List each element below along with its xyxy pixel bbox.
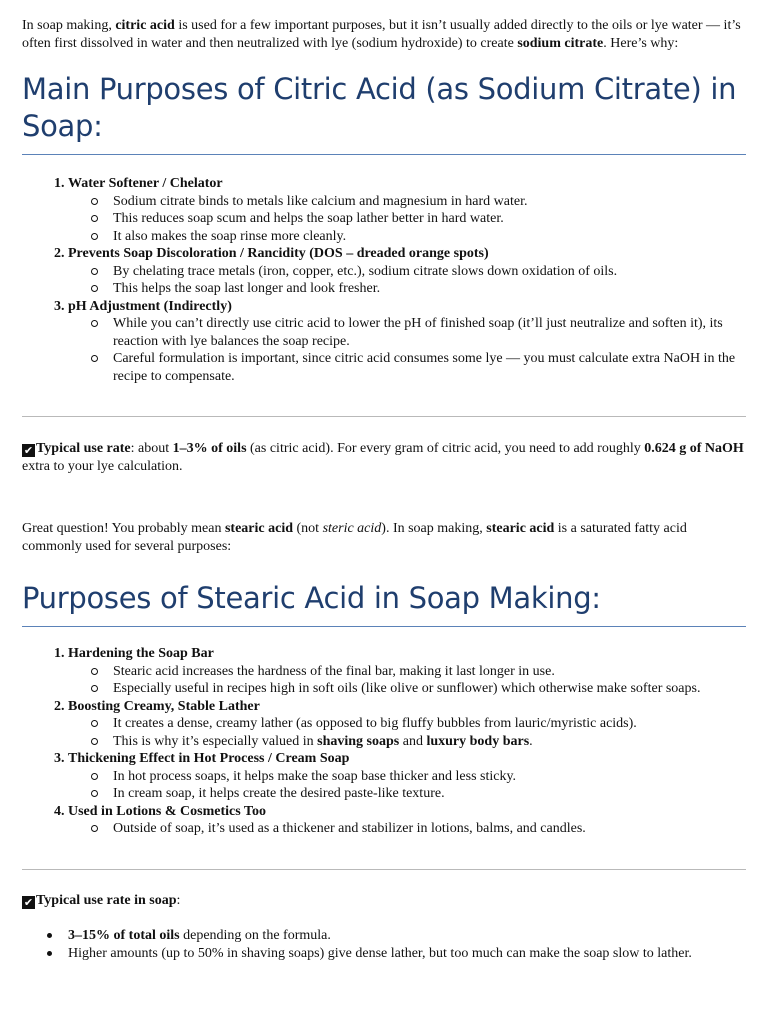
list-item: 3. pH Adjustment (Indirectly) While you can’t directly use citric acid to lower the pH of finished soap (it’ll just neutralize and soften it), its reaction with lye balances the soap recipe. Careful formulation is important, since citric acid consumes some lye — you must calculate extra NaOH in the recipe to compensate.: [68, 298, 746, 386]
sub-list-item: Stearic acid increases the hardness of the final bar, making it last longer in use.: [113, 663, 746, 681]
list-item: 1. Water Softener / Chelator Sodium citrate binds to metals like calcium and magnesium in hard water. This reduces soap scum and helps the soap lather better in hard water. It also makes the soap rinse more cleanly.: [68, 175, 746, 245]
sub-list-item: This is why it’s especially valued in shaving soaps and luxury body bars.: [113, 733, 746, 751]
sub-list-item: By chelating trace metals (iron, copper, etc.), sodium citrate slows down oxidation of oils.: [113, 263, 746, 281]
list-item: 3. Thickening Effect in Hot Process / Cream Soap In hot process soaps, it helps make the soap base thicker and less sticky. In cream soap, it helps create the desired paste-like texture.: [68, 750, 746, 803]
list-item: 2. Boosting Creamy, Stable Lather It creates a dense, creamy lather (as opposed to big fluffy bubbles from lauric/myristic acids). This is why it’s especially valued in shaving soaps and luxury body bars.: [68, 698, 746, 751]
stearic-use-rate-list: [22, 927, 746, 962]
sodium-citrate-term: sodium citrate: [517, 35, 604, 51]
check-mark-icon: [22, 444, 35, 457]
sub-list: [68, 820, 746, 838]
section-divider: [22, 416, 746, 417]
sub-list: [68, 663, 746, 698]
sub-list-item: In hot process soaps, it helps make the soap base thicker and less sticky.: [113, 768, 746, 786]
intro-stearic-paragraph: Great question! You probably mean stearic acid (not steric acid). In soap making, stearic acid is a saturated fatty acid commonly used for several purposes:: [22, 521, 687, 554]
sub-list-item: This reduces soap scum and helps the soap lather better in hard water.: [113, 210, 746, 228]
sub-list-item: It creates a dense, creamy lather (as opposed to big fluffy bubbles from lauric/myristic acids).: [113, 715, 746, 733]
sub-list-item: Outside of soap, it’s used as a thickener and stabilizer in lotions, balms, and candles.: [113, 820, 746, 838]
sub-list: [68, 263, 746, 298]
heading-underline: [22, 154, 746, 155]
section-divider: [22, 869, 746, 870]
stearic-purposes-list: [22, 645, 746, 838]
list-item: 4. Used in Lotions & Cosmetics Too Outside of soap, it’s used as a thickener and stabilizer in lotions, balms, and candles.: [68, 803, 746, 838]
citric-use-rate-paragraph: ✔Typical use rate: about 1–3% of oils (as citric acid). For every gram of citric acid, you need to add roughly 0.624 g of NaOH extra to your lye calculation.: [22, 440, 746, 475]
stearic-acid-term: stearic acid: [224, 521, 293, 536]
list-item: Higher amounts (up to 50% in shaving soaps) give dense lather, but too much can make the soap slow to lather.: [68, 945, 746, 963]
intro-citric-paragraph: In soap making, citric acid is used for a few important purposes, but it isn’t usually added directly to the oils or lye water — it’s often first dissolved in water and then neutralized with lye (sodium hydroxide) to create sodium citrate. Here’s why:: [22, 18, 741, 51]
sub-list-item: Careful formulation is important, since citric acid consumes some lye — you must calculate extra NaOH in the recipe to compensate.: [113, 350, 746, 385]
citric-acid-term: citric acid: [115, 18, 175, 33]
list-item: 1. Hardening the Soap Bar Stearic acid increases the hardness of the final bar, making it last longer in use. Especially useful in recipes high in soft oils (like olive or sunflower) which otherwise make softer soaps.: [68, 645, 746, 698]
sub-list: [68, 193, 746, 246]
heading-stearic-purposes: Purposes of Stearic Acid in Soap Making:: [22, 581, 601, 615]
sub-list-item: Especially useful in recipes high in soft oils (like olive or sunflower) which otherwise make softer soaps.: [113, 680, 746, 698]
sub-list-item: In cream soap, it helps create the desired paste-like texture.: [113, 785, 746, 803]
sub-list-item: Sodium citrate binds to metals like calcium and magnesium in hard water.: [113, 193, 746, 211]
citric-purposes-list: [22, 175, 746, 385]
check-mark-icon: [22, 896, 35, 909]
sub-list: [68, 315, 746, 385]
sub-list-item: While you can’t directly use citric acid to lower the pH of finished soap (it’ll just neutralize and soften it), its reaction with lye balances the soap recipe.: [113, 315, 746, 350]
list-item: 2. Prevents Soap Discoloration / Rancidity (DOS – dreaded orange spots) By chelating trace metals (iron, copper, etc.), sodium citrate slows down oxidation of oils. This helps the soap last longer and look fresher.: [68, 245, 746, 298]
sub-list-item: It also makes the soap rinse more cleanly.: [113, 228, 746, 246]
heading-citric-purposes: Main Purposes of Citric Acid (as Sodium Citrate) in Soap:: [22, 72, 737, 143]
sub-list: [68, 715, 746, 750]
sub-list-item: This helps the soap last longer and look fresher.: [113, 280, 746, 298]
heading-underline: [22, 626, 746, 627]
stearic-use-rate-label: ✔Typical use rate in soap:: [22, 892, 746, 910]
list-item: 3–15% of total oils depending on the formula.: [68, 927, 746, 945]
sub-list: [68, 768, 746, 803]
